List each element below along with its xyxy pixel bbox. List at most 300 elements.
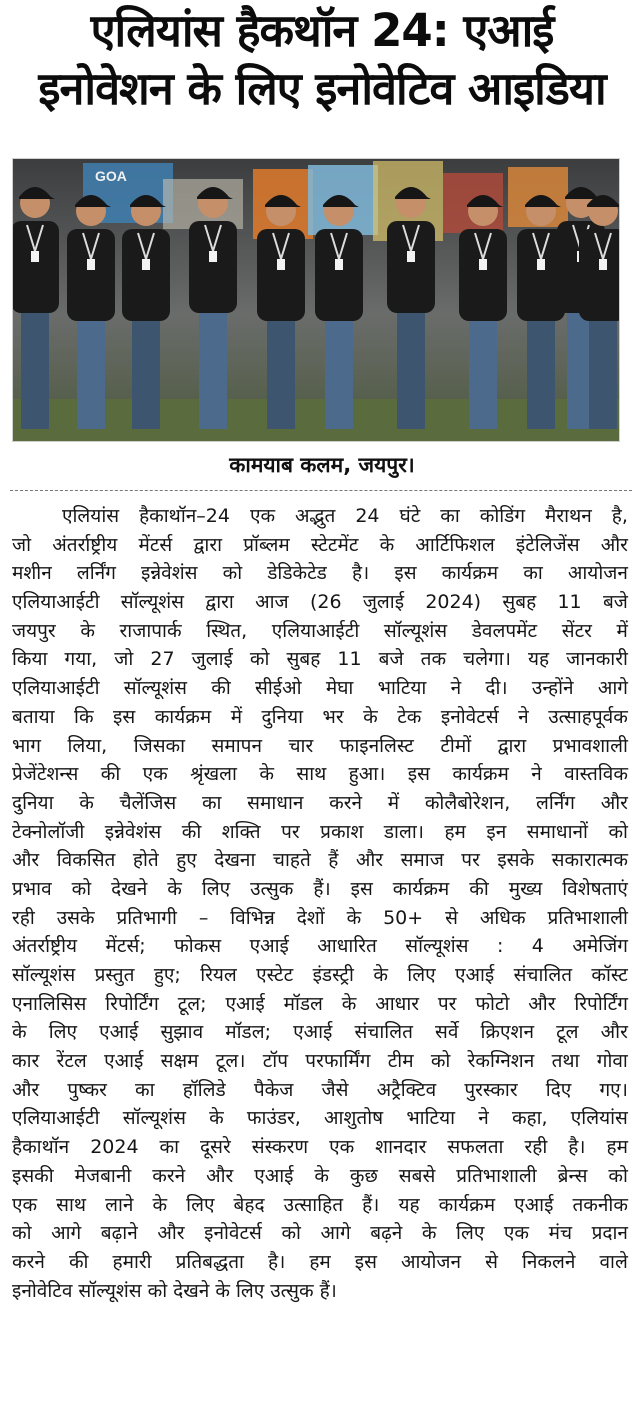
article-word: में xyxy=(230,705,243,728)
article-word: सुबह xyxy=(502,591,537,614)
article-word: निकलने xyxy=(521,1250,576,1273)
article-word: को xyxy=(147,1279,168,1302)
article-word: मैराथन xyxy=(545,505,592,527)
article-word: एआई xyxy=(514,1193,554,1216)
article-word: पर xyxy=(461,849,480,872)
article-word: रही xyxy=(12,906,35,929)
article-word: टूल xyxy=(556,1021,579,1044)
article-word: मेघा xyxy=(325,677,354,700)
article-word: सॉल्यूशंस xyxy=(120,591,185,614)
headline-line-1: एलियांस हैकथॉन 24: एआई xyxy=(90,4,554,57)
article-word: राजापार्क xyxy=(119,619,182,642)
article-word: तकनीक xyxy=(572,1193,628,1216)
article-word: के xyxy=(79,791,94,814)
article-line xyxy=(12,1219,628,1248)
article-word: फाउंडर, xyxy=(246,1107,301,1130)
article-word: के xyxy=(12,1021,27,1044)
article-word: दुनिया xyxy=(261,705,304,728)
article-word: अंतर्राष्ट्रीय xyxy=(52,533,118,556)
article-word: उत्सुक xyxy=(250,877,294,900)
article-word: को xyxy=(608,820,628,843)
article-word: करने xyxy=(12,1250,45,1273)
article-word: सॉल्यूशंस xyxy=(405,935,469,958)
article-word: लिए xyxy=(186,1193,215,1216)
article-word: शानदार xyxy=(375,1136,427,1159)
article-word: स्टेटमेंट xyxy=(310,533,359,556)
article-word: रिपोर्टिंग xyxy=(574,992,628,1015)
article-line xyxy=(12,1248,628,1277)
article-word: सकारात्मक xyxy=(551,849,628,872)
article-word: दुनिया xyxy=(12,791,54,814)
article-word: हम xyxy=(309,1250,331,1273)
article-word: टूल। xyxy=(215,1050,246,1073)
article-word: इन xyxy=(486,820,507,843)
article-word: जैसे xyxy=(321,1078,349,1101)
article-word: प्रभावशाली xyxy=(552,734,628,757)
article-line xyxy=(12,789,628,818)
article-word: घंटे xyxy=(399,505,421,527)
article-word: कार्यक्रम xyxy=(441,562,499,585)
article-word: समाधान xyxy=(247,791,304,814)
article-word: चलेगा। xyxy=(463,648,511,671)
article-word: श्रृंखला xyxy=(190,763,237,786)
article-word: के xyxy=(209,1107,224,1130)
headline-line-2: इनोवेशन के लिए इनोवेटिव आइडिया xyxy=(38,62,606,115)
article-word: दूसरे xyxy=(200,1136,231,1159)
article-word: के xyxy=(215,1279,230,1302)
article-word: भाटिया xyxy=(406,1107,456,1130)
article-word: सॉल्यूशंस xyxy=(12,964,76,986)
article-word: इस xyxy=(407,763,430,786)
article-word: तक xyxy=(420,648,447,671)
article-word: देखने xyxy=(111,877,148,900)
article-word: को xyxy=(12,1222,32,1245)
article-word: पर xyxy=(281,820,300,843)
article-word: एक xyxy=(503,1222,530,1245)
article-word: देशों xyxy=(296,906,325,929)
article-word: परफार्मिंग xyxy=(305,1050,371,1073)
article-line xyxy=(12,674,628,703)
article-line xyxy=(12,617,628,646)
article-word: हम xyxy=(444,820,466,843)
article-word: हैकाथॉन–24 xyxy=(139,505,230,527)
article-word: कॉस्ट xyxy=(591,964,628,986)
article-line xyxy=(12,1047,628,1076)
article-word: और xyxy=(528,992,556,1015)
article-word: जो xyxy=(12,533,32,556)
article-word: विभिन्न xyxy=(230,906,275,929)
article-word: भाटिया xyxy=(377,677,427,700)
article-word: हुए xyxy=(176,849,197,872)
article-word: समाज xyxy=(400,849,444,872)
article-word: उत्सुक xyxy=(270,1279,314,1302)
article-word: की xyxy=(100,763,121,786)
article-word: लाने xyxy=(105,1193,134,1216)
article-word: इस xyxy=(394,562,417,585)
article-word: मशीन xyxy=(12,562,52,585)
article-word: लिया, xyxy=(67,734,108,757)
article-word: भाग xyxy=(12,734,41,757)
article-word: के xyxy=(167,877,182,900)
article-line xyxy=(12,1162,628,1191)
article-word: जानकारी xyxy=(566,648,628,671)
article-word: गए। xyxy=(599,1078,628,1101)
article-word: कार्यक्रम xyxy=(392,877,450,900)
article-word: के xyxy=(259,763,274,786)
article-word: आधार xyxy=(375,992,420,1015)
article-word: एक xyxy=(12,1193,38,1216)
article-word: देखना xyxy=(214,849,256,872)
article-word: की xyxy=(181,820,202,843)
article-word: बढ़ने xyxy=(370,1222,403,1245)
article-word: इनोवेटर्स xyxy=(204,1222,262,1245)
article-word: और xyxy=(600,533,628,556)
article-word: मेजबानी xyxy=(74,1164,132,1187)
article-word: आगे xyxy=(320,1222,351,1245)
article-word: एआई xyxy=(104,1050,144,1073)
article-word: वास्तविक xyxy=(564,763,628,786)
article-word: जो xyxy=(114,648,134,671)
article-line xyxy=(12,1076,628,1105)
article-word: एआई xyxy=(225,992,265,1015)
article-word: टेक xyxy=(397,705,422,728)
article-word: अद्भुत xyxy=(295,505,336,527)
article-word: अट्रैक्टिव xyxy=(376,1078,437,1101)
article-word: की xyxy=(211,677,231,700)
article-word: संचालित xyxy=(513,964,573,986)
article-word: इन्नेवेशंस xyxy=(104,820,162,843)
article-word: को xyxy=(249,648,270,671)
article-word: समापन xyxy=(211,734,262,757)
article-word: 2024) xyxy=(425,591,482,614)
article-word: 2024 xyxy=(90,1136,139,1159)
article-word: प्रतिबद्धता xyxy=(175,1250,244,1273)
article-line xyxy=(12,961,628,990)
article-word: चार xyxy=(288,734,314,757)
article-line xyxy=(12,703,628,732)
article-word: द्वारा xyxy=(205,591,234,614)
article-line xyxy=(12,531,628,560)
article-word: से xyxy=(445,906,458,929)
article-word: एलियाआईटी xyxy=(12,591,100,614)
article-line xyxy=(12,932,628,961)
article-word: – xyxy=(198,906,209,929)
article-word: सुबह xyxy=(286,648,321,671)
article-word: मंच xyxy=(548,1222,573,1245)
article-word: प्रतिभाशाली xyxy=(547,906,628,929)
article-word: 27 xyxy=(150,648,175,671)
article-word: देखने xyxy=(173,1279,210,1302)
article-word: उन्होंने xyxy=(531,677,574,700)
article-word: कुछ xyxy=(349,1164,378,1187)
article-word: सफलता xyxy=(447,1136,504,1159)
article-word: एस्टेट xyxy=(256,964,294,986)
article-word: टीम xyxy=(387,1050,414,1073)
article-word: हम xyxy=(606,1136,628,1159)
group-photo xyxy=(12,158,620,442)
article-word: और xyxy=(206,1164,234,1187)
article-word: एलियांस xyxy=(570,1107,628,1130)
article-line xyxy=(12,760,628,789)
article-word: हमारी xyxy=(112,1250,152,1273)
article-word: इन्नेवेशंस xyxy=(141,562,198,585)
article-word: का xyxy=(135,1078,155,1101)
article-word: आर्टिफिशल xyxy=(415,533,495,556)
article-word: अधिक xyxy=(479,906,526,929)
article-word: आज xyxy=(255,591,289,614)
article-word: मेंटर्स xyxy=(138,533,173,556)
article-word: की xyxy=(68,1250,89,1273)
article-word: प्रभाव xyxy=(12,877,52,900)
article-word: मॉडल xyxy=(283,992,323,1015)
article-word: चैलेंजिस xyxy=(119,791,177,814)
article-word: जुलाई xyxy=(362,591,405,614)
article-line xyxy=(12,875,628,904)
article-word: को xyxy=(608,1164,628,1187)
article-word: सबसे xyxy=(398,1164,436,1187)
article-word: से xyxy=(485,1250,498,1273)
article-word: जुलाई xyxy=(191,648,233,671)
article-word: ने xyxy=(531,763,542,786)
article-word: अमेजिंग xyxy=(572,935,628,958)
article-word: और xyxy=(12,1078,40,1101)
article-word: की xyxy=(469,877,489,900)
article-word: सॉल्यूशंस xyxy=(78,1279,142,1302)
article-word: करने xyxy=(329,791,363,814)
article-word: को xyxy=(430,1050,451,1073)
article-word: के xyxy=(314,1164,329,1187)
article-word: है। xyxy=(351,562,370,585)
article-word: कि xyxy=(74,705,94,728)
article-word: 11 xyxy=(337,648,362,671)
article-word: लिए xyxy=(235,1279,265,1302)
article-word: इस xyxy=(113,705,136,728)
article-word: लर्निंग xyxy=(535,791,575,814)
article-word: एलियाआईटी xyxy=(12,1107,100,1130)
article-word: द्वारा xyxy=(193,533,223,556)
article-word: एक xyxy=(142,763,168,786)
banner-text: GOA xyxy=(95,168,127,184)
article-word: पुष्कर xyxy=(67,1078,107,1101)
article-word: ने xyxy=(478,1107,489,1130)
article-word: और xyxy=(355,849,384,872)
article-line xyxy=(12,1104,628,1133)
article-word: डाला। xyxy=(383,820,424,843)
article-line xyxy=(12,502,628,531)
article-word: एलियाआईटी xyxy=(12,677,100,700)
article-word: यह xyxy=(527,648,550,671)
article-word: सुझाव xyxy=(160,1021,204,1044)
article-word: हैं। xyxy=(319,1279,337,1302)
article-word: टूल; xyxy=(177,992,207,1015)
article-word: है, xyxy=(611,505,628,527)
article-word: समाधानों xyxy=(526,820,588,843)
article-word: (26 xyxy=(309,591,342,614)
article-word: प्रकाश xyxy=(320,820,364,843)
article-word: के xyxy=(341,992,357,1015)
article-word: मॉडल; xyxy=(225,1021,271,1044)
article-word: आशुतोष xyxy=(324,1107,384,1130)
article-word: बढ़ाने xyxy=(100,1222,138,1245)
article-word: एक xyxy=(329,1136,355,1159)
article-word: का xyxy=(523,562,543,585)
article-word: आधारित xyxy=(317,935,377,958)
article-word: उसके xyxy=(56,906,95,929)
article-word: रेकग्निशन xyxy=(467,1050,535,1073)
article-word: इंडस्ट्री xyxy=(312,964,354,986)
article-word: लिए xyxy=(48,1021,77,1044)
article-word: इसकी xyxy=(12,1164,54,1187)
article-word: भर xyxy=(322,705,344,728)
article-word: मेंटर्स; xyxy=(105,935,146,958)
article-word: ब्रेन्स xyxy=(557,1164,588,1187)
article-word: के xyxy=(373,964,388,986)
article-word: बेहद xyxy=(233,1193,265,1216)
article-word: पैकेज xyxy=(253,1078,294,1101)
article-word: जिसका xyxy=(133,734,186,757)
article-word: 11 xyxy=(557,591,582,614)
article-word: फोटो xyxy=(475,992,510,1015)
article-word: रिपोर्टिंग xyxy=(105,992,159,1015)
article-line xyxy=(12,1133,628,1162)
article-word: लिए xyxy=(456,1222,485,1245)
article-word: अंतर्राष्ट्रीय xyxy=(12,935,78,958)
article-word: जयपुर xyxy=(12,619,56,642)
article-word: टीमों xyxy=(440,734,472,757)
article-word: के xyxy=(379,533,395,556)
article-word: करने xyxy=(152,1164,186,1187)
article-word: रियल xyxy=(200,964,237,986)
article-word: वाले xyxy=(599,1250,628,1273)
article-word: प्रतिभागी xyxy=(116,906,177,929)
article-word: विशेषताएं xyxy=(562,877,628,900)
article-word: कार्यक्रम xyxy=(452,763,509,786)
article-line xyxy=(12,559,628,588)
article-word: प्रस्तुत xyxy=(94,964,135,986)
article-word: रेंटल xyxy=(56,1050,87,1073)
article-word: एक xyxy=(249,505,276,527)
article-word: कार्यक्रम xyxy=(438,1193,496,1216)
article-word: मुख्य xyxy=(508,877,543,900)
article-line xyxy=(12,846,628,875)
article-word: गया, xyxy=(64,648,98,671)
article-word: आयोजन xyxy=(401,1250,462,1273)
article-word: बताया xyxy=(12,705,55,728)
article-word: बजे xyxy=(378,648,404,671)
photo-caption: कामयाब कलम, जयपुर। xyxy=(229,453,415,477)
article-word: सर्वे xyxy=(435,1021,459,1044)
article-word: कार्यक्रम xyxy=(154,705,212,728)
article-word: प्रेजेंटेशन्स xyxy=(12,763,79,786)
article-word: एआई xyxy=(249,935,289,958)
article-word: को xyxy=(222,562,243,585)
article-word: में xyxy=(387,791,400,814)
article-word: सॉल्यूशंस xyxy=(123,677,187,700)
article-word: हैकाथॉन xyxy=(12,1136,70,1159)
article-word: इंटेलिजेंस xyxy=(515,533,580,556)
article-word: : xyxy=(496,935,504,958)
article-word: है। xyxy=(267,1250,286,1273)
article-line xyxy=(12,588,628,617)
article-word: एआई xyxy=(254,1164,294,1187)
article-word: होते xyxy=(132,849,159,872)
article-word: स्थित, xyxy=(206,619,248,642)
article-word: हैं। xyxy=(313,877,331,900)
article-word: सॉल्यूशंस xyxy=(122,1107,186,1130)
article-word: आयोजन xyxy=(567,562,628,585)
article-word: सॉल्यूशंस xyxy=(383,619,448,642)
article-word: इस xyxy=(354,1250,377,1273)
article-word: हुए; xyxy=(153,964,181,986)
article-word: और xyxy=(600,1021,628,1044)
article-word: फाइनलिस्ट xyxy=(339,734,414,757)
article-word: प्रदान xyxy=(591,1222,628,1245)
article-word: का xyxy=(159,1136,180,1159)
article-word: द्वारा xyxy=(497,734,527,757)
article-word: गोवा xyxy=(596,1050,628,1073)
article-word: एआई xyxy=(454,964,495,986)
article-word: एआई xyxy=(99,1021,139,1044)
article-word: आगे xyxy=(51,1222,82,1245)
article-word: किया xyxy=(12,648,48,671)
article-word: डेवलपमेंट xyxy=(471,619,538,642)
article-word: के xyxy=(80,619,95,642)
article-word: बजे xyxy=(602,591,628,614)
article-word: के xyxy=(363,705,378,728)
article-word: कहा, xyxy=(511,1107,548,1130)
article-word: लर्निंग xyxy=(76,562,116,585)
article-word: विकसित xyxy=(56,849,116,872)
article-word: कोडिंग xyxy=(479,505,526,527)
article-word: में xyxy=(616,619,628,642)
article-word: ने xyxy=(450,677,462,700)
article-word: सक्षम xyxy=(160,1050,199,1073)
article-word: लिए xyxy=(201,877,231,900)
article-word: है। xyxy=(568,1136,586,1159)
article-word: के xyxy=(346,906,362,929)
article-word: एआई xyxy=(293,1021,333,1044)
article-word: और xyxy=(157,1222,185,1245)
article-word: रही xyxy=(524,1136,548,1159)
article-word: एलियांस xyxy=(62,505,120,527)
article-word: डेडिकेटेड xyxy=(267,562,327,585)
article-word: साथ xyxy=(56,1193,87,1216)
article-word: के xyxy=(421,1222,437,1245)
divider xyxy=(10,490,632,491)
article-word: संस्करण xyxy=(251,1136,309,1159)
article-word: यह xyxy=(398,1193,420,1216)
article-word: हैं। xyxy=(362,1193,380,1216)
article-word: फोकस xyxy=(174,935,222,958)
article-word: सेंटर xyxy=(561,619,592,642)
article-word: कार xyxy=(12,1050,40,1073)
article-word: आगे xyxy=(597,677,628,700)
article-line xyxy=(12,1191,628,1220)
article-line xyxy=(12,904,628,933)
article-word: प्रतिभाशाली xyxy=(456,1164,537,1187)
article-line xyxy=(12,990,628,1019)
article-line xyxy=(12,1018,628,1047)
article-word: दिए xyxy=(545,1078,572,1101)
article-word: कोलैबोरेशन, xyxy=(424,791,511,814)
article-word: हॉलिडे xyxy=(182,1078,226,1101)
article-word: एलियाआईटी xyxy=(271,619,360,642)
article-word: इनोवेटिव xyxy=(12,1279,73,1302)
article-word: और xyxy=(12,849,40,872)
article-word: उत्साहपूर्वक xyxy=(548,705,628,728)
article-line xyxy=(12,645,628,674)
article-word: 24 xyxy=(355,505,380,527)
